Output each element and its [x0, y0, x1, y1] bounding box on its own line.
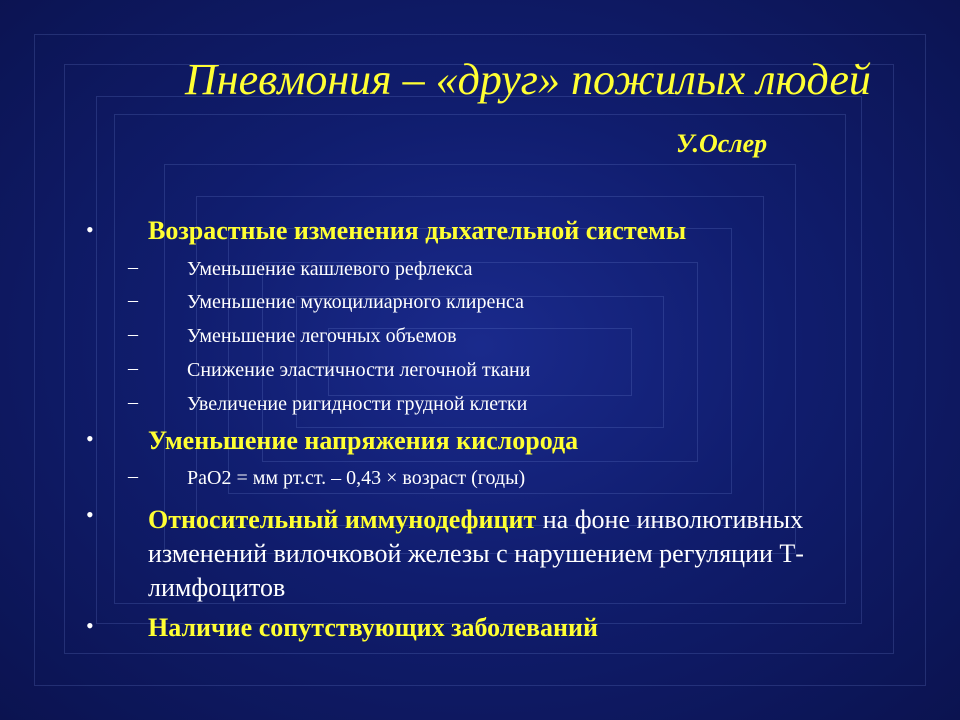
- subitem-rigidity: Увеличение ригидности грудной клетки: [187, 393, 528, 415]
- subitem-lung-volumes: Уменьшение легочных объемов: [187, 325, 457, 347]
- bullet-icon: •: [86, 426, 94, 451]
- immunodeficiency-rest: на фоне инволютивных изменений вилочковой железы с нарушением регуляции Т- лимфоцитов: [148, 505, 804, 602]
- slide-author: У.Ослер: [676, 129, 768, 158]
- paragraph-immunodeficiency: [148, 503, 868, 605]
- dash-icon: –: [128, 256, 138, 278]
- dash-icon: –: [128, 323, 138, 345]
- heading-oxygen: Уменьшение напряжения кислорода: [148, 426, 579, 455]
- subitem-pao2-formula: PaO2 = мм рт.ст. – 0,43 × возраст (годы): [187, 467, 526, 489]
- bullet-icon: •: [86, 613, 94, 638]
- subitem-elasticity: Снижение эластичности легочной ткани: [187, 359, 531, 381]
- dash-icon: –: [128, 391, 138, 413]
- slide-title: Пневмония – «друг» пожилых людей: [185, 55, 871, 104]
- dash-icon: –: [128, 289, 138, 311]
- subitem-mucociliary: Уменьшение мукоцилиарного клиренса: [187, 291, 525, 313]
- heading-comorbidities: Наличие сопутствующих заболеваний: [148, 613, 598, 642]
- dash-icon: –: [128, 357, 138, 379]
- heading-age-changes: Возрастные изменения дыхательной системы: [148, 216, 687, 245]
- immunodeficiency-highlight: Относительный иммунодефицит: [148, 505, 537, 534]
- dash-icon: –: [128, 465, 138, 487]
- subitem-cough-reflex: Уменьшение кашлевого рефлекса: [187, 258, 473, 280]
- bullet-icon: •: [86, 502, 94, 527]
- bullet-icon: •: [86, 217, 94, 242]
